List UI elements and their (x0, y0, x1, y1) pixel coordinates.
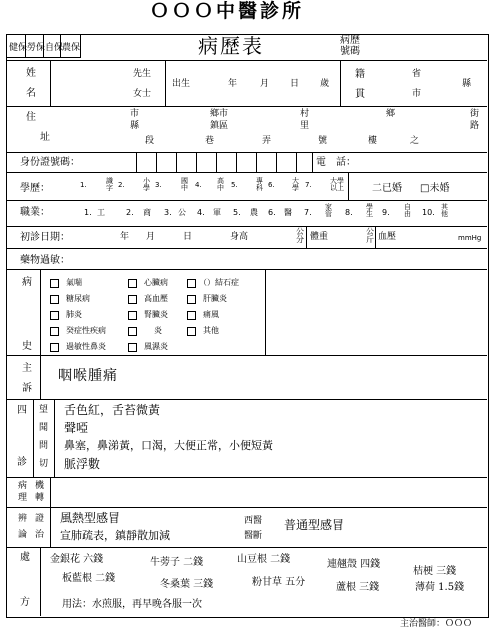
name-label-2: 名 (26, 88, 36, 99)
occ-4: 4. (197, 208, 205, 217)
address-street: 街 (470, 109, 480, 119)
checkbox-rhinitis[interactable] (50, 343, 59, 352)
herb-3: 山豆根 二錢 (237, 554, 291, 565)
checkbox-hypertension[interactable] (128, 295, 137, 304)
married-option[interactable]: 二已婚 (372, 183, 402, 194)
herb-8: 粉甘草 五分 (252, 577, 306, 588)
address-city: 市 (130, 109, 140, 119)
form-title: 病歷表 (198, 34, 264, 58)
occ-6: 6. (268, 208, 276, 217)
record-number-label: 病歷 (340, 35, 360, 46)
edu-3: 3. (155, 181, 162, 189)
address-county: 縣 (130, 121, 140, 131)
complaint-label-2: 訴 (22, 383, 32, 394)
diff-label-3: 證 (35, 514, 45, 524)
checkbox-inflammation[interactable] (128, 327, 137, 336)
height-label: 身高 (230, 232, 249, 242)
prescription-label-2: 方 (20, 597, 30, 608)
birth-year: 年 (228, 79, 238, 89)
occ-military: 軍 (213, 208, 221, 217)
history-asthma: 氣喘 (66, 278, 82, 287)
insurance-health: 健保 (9, 43, 28, 53)
city-label: 市 (412, 89, 422, 99)
insurance-labor: 勞保 (27, 43, 46, 53)
occ-freelance: 自由 (404, 203, 411, 218)
hospital-name: ＯＯＯ中醫診所 (150, 0, 305, 22)
occ-farmer: 農 (250, 208, 258, 217)
address-li: 里 (300, 121, 310, 131)
history-inflammation: 炎 (154, 326, 162, 335)
checkbox-asthma[interactable] (50, 279, 59, 288)
edu-5: 5. (231, 181, 238, 189)
checkbox-pneumonia[interactable] (50, 311, 59, 320)
birth-month: 月 (260, 79, 270, 89)
native-label-1: 籍 (355, 69, 365, 80)
occ-business: 商 (143, 208, 151, 217)
exam-listen-text: 聲啞 (64, 421, 89, 435)
pathology-label-2: 理 (18, 493, 28, 503)
visit-year: 年 (120, 232, 130, 242)
address-floor: 樓 (368, 136, 378, 146)
id-number-label: 身份證號碼： (20, 157, 80, 168)
birth-label: 出生 (172, 79, 191, 89)
native-label-2: 貫 (355, 89, 365, 100)
occ-worker: 工 (97, 208, 105, 217)
history-nephritis: 腎臟炎 (144, 310, 168, 319)
address-road: 路 (470, 121, 480, 131)
occ-medical: 醫 (284, 208, 292, 217)
checkbox-heart[interactable] (128, 279, 137, 288)
exam-pulse: 切 (39, 459, 49, 469)
pathology-label-3: 機 (35, 481, 45, 491)
diagnosis-label-2: 診 (17, 457, 27, 468)
edu-1: 1. (80, 181, 87, 189)
occ-10: 10. (422, 208, 435, 217)
bp-label: 血壓 (378, 232, 397, 242)
occ-2: 2. (126, 208, 134, 217)
complaint-label-1: 主 (22, 363, 32, 374)
phone-label: 電 話： (316, 157, 356, 168)
pathology-label-4: 轉 (35, 493, 45, 503)
edu-junior: 國中 (181, 177, 188, 192)
occ-5: 5. (233, 208, 241, 217)
exam-look-text: 舌色紅，舌苔微黃 (64, 403, 161, 417)
exam-ask-text: 鼻塞，鼻涕黃，口渴，大便正常，小便短黃 (64, 439, 273, 452)
checkbox-nephritis[interactable] (128, 311, 137, 320)
pathology-label-1: 病 (18, 481, 28, 491)
education-label: 學歷： (20, 183, 50, 194)
herb-7: 冬桑葉 三錢 (160, 579, 214, 590)
edu-6: 6. (268, 181, 275, 189)
checkbox-inflammatory[interactable] (50, 327, 59, 336)
herb-2: 牛蒡子 二錢 (150, 557, 204, 568)
height-unit: 公分 (296, 227, 304, 244)
herb-10: 薄荷 1.5錢 (415, 582, 465, 593)
occupation-label: 職業： (20, 207, 50, 218)
occ-7: 7. (304, 208, 312, 217)
record-number-label-2: 號碼 (340, 46, 360, 57)
checkbox-hepatitis[interactable] (187, 295, 196, 304)
checkbox-other[interactable] (187, 327, 196, 336)
history-label-bottom: 史 (22, 341, 32, 352)
name-label-1: 姓 (26, 68, 36, 79)
edu-primary: 小學 (143, 177, 150, 192)
visit-month: 月 (146, 232, 156, 242)
address-village: 村 (300, 109, 310, 119)
exam-look: 望 (39, 405, 49, 415)
edu-senior: 高中 (217, 177, 224, 192)
diff-label-4: 治 (35, 530, 45, 540)
checkbox-stone[interactable] (187, 279, 196, 288)
address-section: 段 (145, 136, 155, 146)
checkbox-gout[interactable] (187, 311, 196, 320)
occ-public: 公 (178, 208, 186, 217)
exam-ask: 問 (39, 441, 49, 451)
allergy-label: 藥物過敏： (20, 255, 70, 266)
exam-pulse-text: 脈浮數 (64, 457, 101, 471)
history-diabetes: 糖尿病 (66, 294, 90, 303)
birth-day: 日 (290, 79, 300, 89)
visit-day: 日 (183, 232, 193, 242)
occ-9: 9. (382, 208, 390, 217)
checkbox-rheumatism[interactable] (128, 343, 137, 352)
weight-unit: 公斤 (366, 227, 374, 244)
address-lane: 巷 (205, 136, 215, 146)
edu-college: 專科 (256, 177, 263, 192)
diff-label-2: 論 (18, 530, 28, 540)
weight-label: 體重 (310, 232, 329, 242)
western-diagnosis: 普通型感冒 (284, 518, 345, 532)
sex-male: 先生 (133, 69, 152, 79)
western-label: 西醫 (244, 516, 263, 526)
occ-other: 其他 (441, 203, 448, 218)
unmarried-option[interactable]: □未婚 (420, 183, 450, 194)
address-of: 之 (410, 136, 420, 146)
diagnosis-label-1: 四 (17, 405, 27, 416)
insurance-self: 自保 (45, 43, 64, 53)
occ-8: 8. (345, 208, 353, 217)
address-district: 鎮區 (210, 121, 229, 131)
address-number: 號 (318, 136, 328, 146)
diff-treatment: 宣肺疏表，鎮靜散加減 (60, 529, 170, 542)
diff-label-1: 辨 (18, 514, 28, 524)
edu-graduate: 大學以上 (330, 177, 344, 192)
address-label-2: 址 (40, 132, 50, 143)
occ-3: 3. (164, 208, 172, 217)
edu-7: 7. (305, 181, 312, 189)
history-hepatitis: 肝臟炎 (203, 294, 227, 303)
first-visit-label: 初診日期： (20, 232, 70, 243)
herb-6: 板藍根 二錢 (62, 573, 116, 584)
history-inflammatory: 癸症性疾病 (66, 326, 106, 335)
checkbox-diabetes[interactable] (50, 295, 59, 304)
history-other: 其他 (203, 326, 219, 335)
western-label-2: 醫斷 (244, 531, 263, 541)
history-label-top: 病 (22, 277, 32, 288)
occ-student: 學生 (366, 203, 373, 218)
history-rheumatism: 風濕炎 (144, 342, 168, 351)
prescription-label-1: 處 (20, 552, 30, 563)
occ-1: 1. (84, 208, 92, 217)
herb-4: 連翹殼 四錢 (327, 559, 381, 570)
occ-housekeeping: 家管 (325, 203, 332, 218)
herb-5: 桔梗 三錢 (413, 566, 457, 577)
address-alley: 弄 (262, 136, 272, 146)
sex-female: 女士 (133, 89, 152, 99)
age-label: 歲 (320, 79, 330, 89)
bp-unit: mmHg (458, 234, 482, 242)
history-heart: 心臟病 (144, 278, 168, 287)
exam-listen: 聞 (39, 423, 49, 433)
history-gout: 痛風 (203, 310, 219, 319)
edu-4: 4. (195, 181, 202, 189)
edu-2: 2. (118, 181, 125, 189)
address-township: 鄉市 (210, 109, 229, 119)
county-label: 縣 (462, 79, 472, 89)
insurance-farmer: 農保 (62, 43, 81, 53)
history-pneumonia: 肺炎 (66, 310, 82, 319)
address-label-1: 住 (26, 112, 36, 123)
history-hypertension: 高血壓 (144, 294, 168, 303)
doctor-signature: 主治醫師：ＯＯＯ (400, 619, 473, 629)
prescription-usage: 用法：水煎服，再早晚各服一次 (62, 599, 202, 610)
herb-1: 金銀花 六錢 (50, 554, 104, 565)
history-stone: （）結石症 (199, 278, 239, 287)
edu-university: 大學 (292, 177, 299, 192)
diff-pattern: 風熱型感冒 (60, 511, 121, 525)
history-rhinitis: 過敏性鼻炎 (66, 342, 106, 351)
edu-literate: 識字 (106, 177, 113, 192)
complaint-text: 咽喉腫痛 (58, 368, 118, 384)
province-label: 省 (412, 69, 422, 79)
herb-9: 蘆根 三錢 (336, 582, 380, 593)
address-rural: 鄉 (386, 109, 396, 119)
